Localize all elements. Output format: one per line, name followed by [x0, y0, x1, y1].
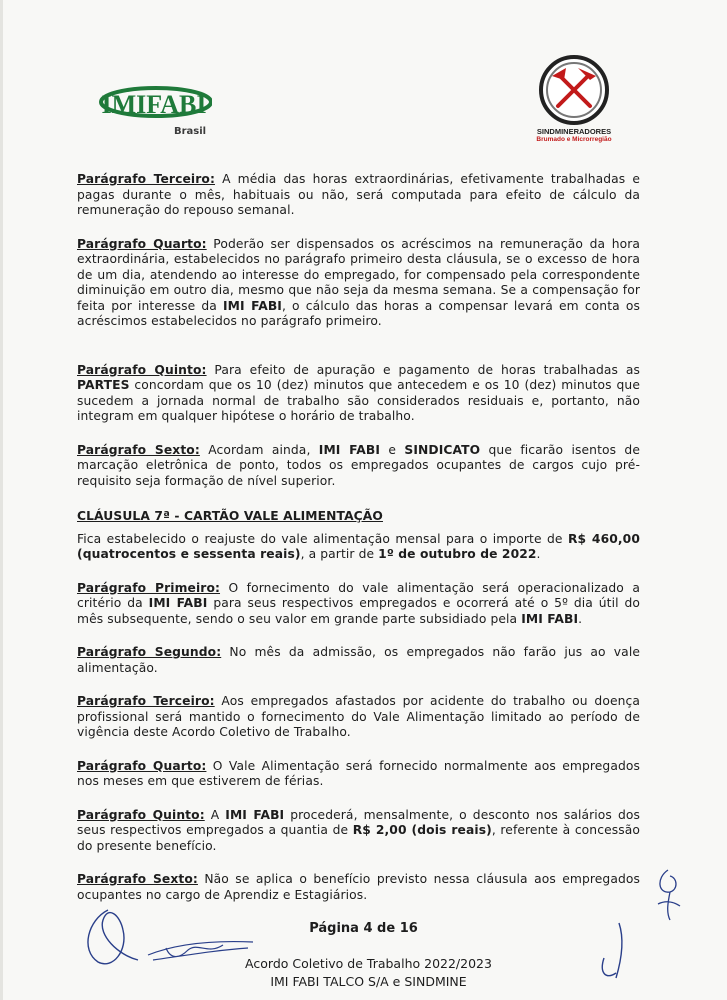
paragraph-text: que ficarão isentos de marcação eletrônica de ponto, todos os empregados ocupantes de cargos cujo pré-requisito seja formação de nível superior.: [77, 442, 641, 488]
paragraph-text: Acordam ainda,: [208, 442, 311, 457]
amount: R$ 2,00 (dois reais): [352, 823, 492, 837]
paragraph-text: Poderão ser dispensados os acréscimos na remuneração da hora extraordinária, estabelecidos no parágrafo primeiro desta cláusula, se o excesso de hora de um dia, atendendo ao interesse do empregado, for compensado pela correspondente diminuição em outro dia, mesmo que não seja da mesma semana. Se a compensação for feita por interesse da: [77, 236, 641, 313]
paragraph-text: A: [210, 807, 220, 822]
clause-paragraph-sexto: [77, 872, 640, 903]
company-name: IMI FABI: [521, 611, 579, 626]
paragraph-text: Fica estabelecido o reajuste do vale alimentação mensal para o importe de: [77, 531, 563, 546]
paragraph-label: Parágrafo Quarto:: [77, 758, 207, 773]
effective-date: 1º de outubro de 2022: [378, 547, 537, 561]
paragraph-text: Para efeito de apuração e pagamento de horas trabalhadas as: [214, 362, 641, 377]
signature-left: [78, 900, 258, 978]
page-number: Página 4 de 16: [309, 921, 418, 936]
paragraph-text: A média das horas extraordinárias, efetivamente trabalhadas e pagas durante o mês, habituais ou não, será computada para efeito de cálculo da remuneração do repouso semanal.: [77, 172, 641, 217]
sindicato-subtitle: Brumado e Microrregião: [536, 136, 612, 143]
paragraph-text: O Vale Alimentação será fornecido normalmente aos empregados nos meses em que estiverem de férias.: [77, 758, 641, 788]
clause-paragraph-quinto: [77, 808, 640, 855]
footer-line-2: IMI FABI TALCO S/A e SINDMINE: [270, 974, 467, 989]
paragraph-label: Parágrafo Quinto:: [77, 807, 205, 822]
signature-initials-bottom: [594, 918, 634, 982]
company-name: IMI FABI: [148, 596, 208, 610]
sindicato-name: SINDMINERADORES: [536, 127, 612, 136]
paragraph-label: Parágrafo Quarto:: [77, 236, 207, 251]
clause-paragraph-quarto: [77, 759, 640, 790]
paragraph-text: para seus respectivos empregados e ocorrerá até o 5º dia útil do mês subsequente, sendo o seu valor em grande parte subsidiado pela: [77, 596, 640, 626]
clause-paragraph-segundo: [77, 645, 640, 676]
paragraph-quarto: [77, 237, 640, 330]
paragraph-text: O fornecimento do vale alimentação será operacionalizado a critério da: [77, 580, 641, 610]
paragraph-quinto: [77, 363, 640, 425]
paragraph-text: concordam que os 10 (dez) minutos que antecedem e os 10 (dez) minutos que sucedem a jornada normal de trabalho são considerados residuais e, portanto, não integram em qualquer hipótese o horário de trabalho.: [77, 378, 640, 423]
amount: R$ 460,00 (quatrocentos e sessenta reais): [77, 531, 640, 561]
paragraph-label: Parágrafo Sexto:: [77, 442, 200, 457]
clause-title: [77, 509, 640, 525]
paragraph-label: Parágrafo Terceiro:: [77, 172, 215, 186]
paragraph-text: procederá, mensalmente, o desconto nos salários dos seus respectivos empregados a quantia de: [77, 807, 640, 837]
parties-term: PARTES: [77, 378, 130, 392]
logo-country: Brasil: [174, 126, 207, 137]
company-name: IMI FABI: [222, 298, 282, 313]
paragraph-text: .: [578, 611, 583, 626]
paragraph-text: Aos empregados afastados por acidente do trabalho ou doença profissional será mantido o fornecimento do Vale Alimentação limitado ao período de vigência deste Acordo Coletivo de Trabalho.: [77, 694, 640, 739]
paragraph-label: Parágrafo Segundo:: [77, 645, 222, 659]
paragraph-label: Parágrafo Sexto:: [77, 872, 198, 886]
paragraph-label: Parágrafo Quinto:: [77, 362, 207, 377]
document-body: [77, 172, 640, 903]
signature-initials-margin: [648, 866, 688, 922]
paragraph-text: , o cálculo das horas a compensar levará em conta os acréscimos estabelecidos no parágrafo primeiro.: [77, 298, 640, 328]
clause-paragraph-primeiro: [77, 581, 640, 628]
clause-heading: CLÁUSULA 7ª - CARTÃO VALE ALIMENTAÇÃO: [77, 509, 383, 523]
paragraph-label: Parágrafo Terceiro:: [77, 694, 215, 708]
paragraph-label: Parágrafo Primeiro:: [77, 580, 221, 595]
paragraph-text: No mês da admissão, os empregados não farão jus ao vale alimentação.: [77, 645, 641, 675]
clause-intro: [77, 532, 640, 563]
logo-wordmark: IMIFABI: [101, 90, 207, 119]
paragraph-text: Não se aplica o benefício previsto nessa cláusula aos empregados ocupantes no cargo de Aprendiz e Estagiários.: [77, 872, 641, 902]
paragraph-terceiro: [77, 172, 640, 219]
union-name: SINDICATO: [404, 442, 481, 457]
paragraph-text: e: [388, 442, 397, 457]
paragraph-sexto: [77, 443, 640, 490]
clause-paragraph-terceiro: [77, 694, 640, 741]
paragraph-text: , referente à concessão do presente benefício.: [77, 823, 641, 853]
paragraph-text: .: [536, 547, 541, 561]
company-name: IMI FABI: [318, 442, 381, 457]
page-edge: [0, 0, 3, 1000]
footer-line-1: Acordo Coletivo de Trabalho 2022/2023: [245, 956, 492, 971]
company-name: IMI FABI: [225, 807, 285, 822]
paragraph-text: , a partir de: [300, 547, 375, 561]
